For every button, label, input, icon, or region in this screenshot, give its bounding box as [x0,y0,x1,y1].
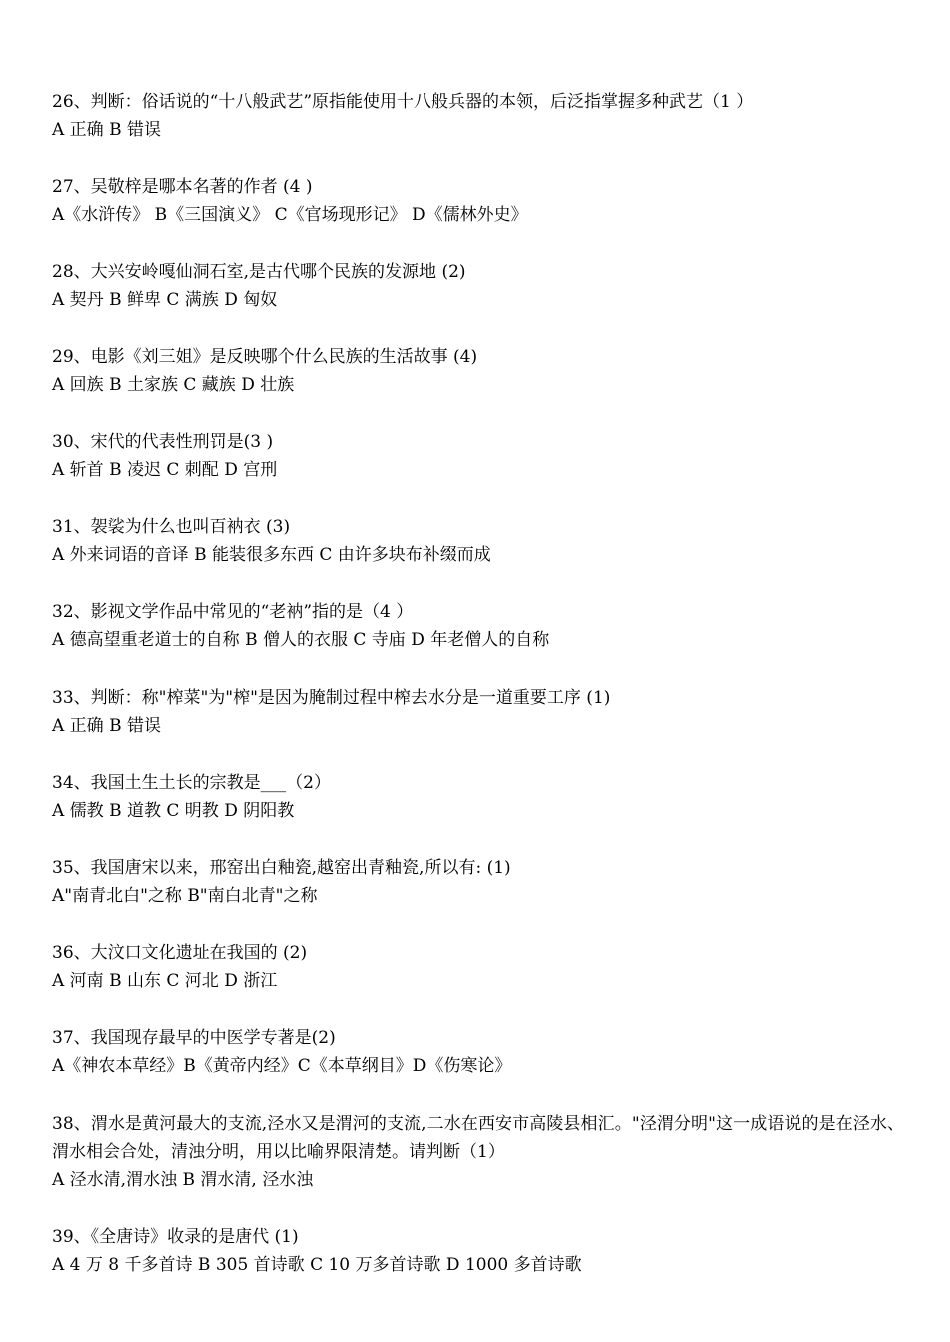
question-38 [52,1110,904,1194]
answer-options: A 儒教 B 道教 C 明教 D 阴阳教 [52,801,295,821]
question-34 [52,769,904,825]
question-29 [52,343,904,399]
answer-options: A 正确 B 错误 [52,120,161,140]
answer-options: A 德高望重老道士的自称 B 僧人的衣服 C 寺庙 D 年老僧人的自称 [52,630,550,650]
answer-options: A《神农本草经》B《黄帝内经》C《本草纲目》D《伤寒论》 [52,1056,512,1076]
answer-options: A 回族 B 土家族 C 藏族 D 壮族 [52,375,295,395]
question-text: 27、吴敬梓是哪本名著的作者 (4 ) [52,177,313,197]
answer-options: A 泾水清,渭水浊 B 渭水清, 泾水浊 [52,1170,314,1190]
answer-options: A"南青北白"之称 B"南白北青"之称 [52,886,318,906]
question-39 [52,1223,904,1279]
question-text: 30、宋代的代表性刑罚是(3 ) [52,432,274,452]
answer-options: A 外来词语的音译 B 能装很多东西 C 由许多块布补缀而成 [52,545,491,565]
question-text: 35、我国唐宋以来，邢窑出白釉瓷,越窑出青釉瓷,所以有: (1) [52,858,511,878]
question-text: 38、渭水是黄河最大的支流,泾水又是渭河的支流,二水在西安市高陵县相汇。"泾渭分明"这一成语说的是在泾水、渭水相会合处，清浊分明，用以比喻界限清楚。请判断（1） [52,1114,904,1162]
question-28 [52,258,904,314]
answer-options: A 4 万 8 千多首诗 B 305 首诗歌 C 10 万多首诗歌 D 1000 多首诗歌 [52,1255,582,1275]
answer-options: A 斩首 B 凌迟 C 刺配 D 宫刑 [52,460,278,480]
question-37 [52,1024,904,1080]
question-text: 39、《全唐诗》收录的是唐代 (1) [52,1227,299,1247]
question-text: 37、我国现存最早的中医学专著是(2) [52,1028,336,1048]
question-text: 26、判断：俗话说的“十八般武艺”原指能使用十八般兵器的本领，后泛指掌握多种武艺（1 ） [52,92,754,112]
question-text: 28、大兴安岭嘎仙洞石室,是古代哪个民族的发源地 (2) [52,262,466,282]
question-32 [52,598,904,654]
answer-options: A 契丹 B 鲜卑 C 满族 D 匈奴 [52,290,278,310]
question-36 [52,939,904,995]
answer-options: A 正确 B 错误 [52,716,161,736]
question-text: 32、影视文学作品中常见的“老衲”指的是（4 ） [52,602,414,622]
question-33 [52,684,904,740]
question-35 [52,854,904,910]
question-26 [52,88,904,144]
answer-options: A《水浒传》 B《三国演义》 C《官场现形记》 D《儒林外史》 [52,205,528,225]
question-text: 33、判断：称"榨菜"为"榨"是因为腌制过程中榨去水分是一道重要工序 (1) [52,688,611,708]
question-text: 34、我国土生土长的宗教是___（2） [52,773,331,793]
question-27 [52,173,904,229]
question-31 [52,513,904,569]
question-text: 31、袈裟为什么也叫百衲衣 (3) [52,517,291,537]
question-text: 36、大汶口文化遗址在我国的 (2) [52,943,308,963]
question-text: 29、电影《刘三姐》是反映哪个什么民族的生活故事 (4) [52,347,478,367]
answer-options: A 河南 B 山东 C 河北 D 浙江 [52,971,278,991]
question-30 [52,428,904,484]
